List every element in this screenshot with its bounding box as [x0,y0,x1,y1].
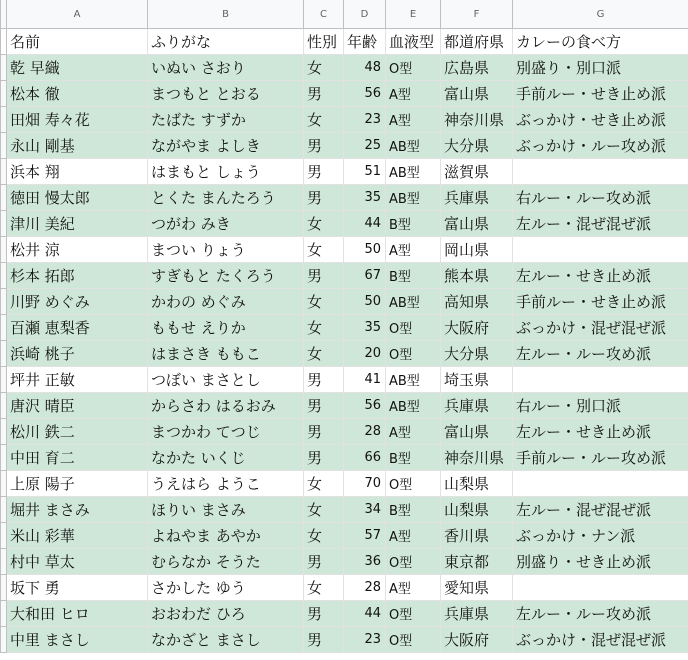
prefecture-cell[interactable]: 富山県 [441,211,513,237]
gender-cell[interactable]: 女 [304,341,344,367]
blood-type-cell[interactable]: A型 [386,81,441,107]
gender-cell[interactable]: 女 [304,523,344,549]
curry-style-cell[interactable]: 別盛り・別口派 [513,55,688,81]
curry-style-cell[interactable]: 左ルー・混ぜ混ぜ派 [513,497,688,523]
gender-cell[interactable]: 女 [304,497,344,523]
name-cell[interactable]: 徳田 慢太郎 [7,185,148,211]
name-cell[interactable]: 乾 早織 [7,55,148,81]
gender-cell[interactable]: 男 [304,393,344,419]
table-row [1,107,688,133]
blood-type-cell[interactable]: B型 [386,445,441,471]
furigana-cell[interactable]: むらなか そうた [148,549,304,575]
blood-type-cell[interactable]: O型 [386,471,441,497]
table-row [1,549,688,575]
gender-cell[interactable]: 女 [304,107,344,133]
blood-type-cell[interactable]: A型 [386,419,441,445]
furigana-cell[interactable]: からさわ はるおみ [148,393,304,419]
furigana-cell[interactable]: まつもと とおる [148,81,304,107]
table-row [1,185,688,211]
table-row [1,211,688,237]
blood-type-cell[interactable]: O型 [386,315,441,341]
blood-type-cell[interactable]: A型 [386,523,441,549]
furigana-cell[interactable]: はまさき ももこ [148,341,304,367]
age-cell[interactable]: 66 [344,445,386,471]
prefecture-cell[interactable]: 熊本県 [441,263,513,289]
column-header-c[interactable]: C [304,0,344,29]
blood-type-cell[interactable]: O型 [386,601,441,627]
column-header-row [1,0,688,29]
blood-type-cell[interactable]: B型 [386,211,441,237]
curry-style-cell[interactable] [513,159,688,185]
age-cell[interactable]: 57 [344,523,386,549]
table-row [1,445,688,471]
curry-style-cell[interactable]: ぶっかけ・混ぜ混ぜ派 [513,627,688,653]
table-row [1,341,688,367]
table-row [1,601,688,627]
column-header-d[interactable]: D [344,0,386,29]
blood-type-cell[interactable]: AB型 [386,289,441,315]
header-name[interactable]: 名前 [7,29,148,55]
blood-type-cell[interactable]: O型 [386,55,441,81]
curry-style-cell[interactable]: ぶっかけ・ルー攻め派 [513,133,688,159]
name-cell[interactable]: 上原 陽子 [7,471,148,497]
prefecture-cell[interactable]: 富山県 [441,419,513,445]
curry-style-cell[interactable]: 右ルー・ルー攻め派 [513,185,688,211]
gender-cell[interactable]: 男 [304,81,344,107]
table-row [1,237,688,263]
blood-type-cell[interactable]: AB型 [386,159,441,185]
curry-style-cell[interactable]: 左ルー・ルー攻め派 [513,341,688,367]
curry-style-cell[interactable]: 左ルー・ルー攻め派 [513,601,688,627]
table-row [1,497,688,523]
prefecture-cell[interactable]: 岡山県 [441,237,513,263]
curry-style-cell[interactable] [513,237,688,263]
age-cell[interactable]: 41 [344,367,386,393]
name-cell[interactable]: 唐沢 晴臣 [7,393,148,419]
table-row [1,159,688,185]
age-cell[interactable]: 36 [344,549,386,575]
age-cell[interactable]: 23 [344,107,386,133]
gender-cell[interactable]: 女 [304,315,344,341]
age-cell[interactable]: 34 [344,497,386,523]
age-cell[interactable]: 44 [344,211,386,237]
header-curry-style[interactable]: カレーの食べ方 [513,29,688,55]
table-row [1,627,688,653]
gender-cell[interactable]: 女 [304,289,344,315]
prefecture-cell[interactable]: 大阪府 [441,627,513,653]
blood-type-cell[interactable]: B型 [386,497,441,523]
prefecture-cell[interactable]: 富山県 [441,81,513,107]
furigana-cell[interactable]: かわの めぐみ [148,289,304,315]
table-row [1,575,688,601]
table-row [1,393,688,419]
curry-style-cell[interactable]: ぶっかけ・ナン派 [513,523,688,549]
prefecture-cell[interactable]: 高知県 [441,289,513,315]
gender-cell[interactable]: 女 [304,211,344,237]
age-cell[interactable]: 28 [344,575,386,601]
prefecture-cell[interactable]: 滋賀県 [441,159,513,185]
furigana-cell[interactable]: まつかわ てつじ [148,419,304,445]
prefecture-cell[interactable]: 大阪府 [441,315,513,341]
prefecture-cell[interactable]: 東京都 [441,549,513,575]
blood-type-cell[interactable]: A型 [386,107,441,133]
name-cell[interactable]: 百瀬 恵梨香 [7,315,148,341]
name-cell[interactable]: 堀井 まさみ [7,497,148,523]
age-cell[interactable]: 70 [344,471,386,497]
age-cell[interactable]: 28 [344,419,386,445]
gender-cell[interactable]: 男 [304,549,344,575]
blood-type-cell[interactable]: A型 [386,575,441,601]
curry-style-cell[interactable]: ぶっかけ・せき止め派 [513,107,688,133]
column-header-g[interactable]: G [513,0,688,29]
table-row [1,471,688,497]
curry-style-cell[interactable]: 手前ルー・ルー攻め派 [513,445,688,471]
furigana-cell[interactable]: うえはら ようこ [148,471,304,497]
name-cell[interactable]: 中里 まさし [7,627,148,653]
prefecture-cell[interactable]: 大分県 [441,341,513,367]
furigana-cell[interactable]: なかた いくじ [148,445,304,471]
prefecture-cell[interactable]: 神奈川県 [441,107,513,133]
furigana-cell[interactable]: ももせ えりか [148,315,304,341]
age-cell[interactable]: 44 [344,601,386,627]
gender-cell[interactable]: 女 [304,575,344,601]
prefecture-cell[interactable]: 兵庫県 [441,393,513,419]
prefecture-cell[interactable]: 山梨県 [441,497,513,523]
header-blood-type[interactable]: 血液型 [386,29,441,55]
furigana-cell[interactable]: ながやま よしき [148,133,304,159]
name-cell[interactable]: 津川 美紀 [7,211,148,237]
table-header-row [1,29,688,55]
prefecture-cell[interactable]: 兵庫県 [441,185,513,211]
gender-cell[interactable]: 男 [304,367,344,393]
furigana-cell[interactable]: すぎもと たくろう [148,263,304,289]
header-age[interactable]: 年齢 [344,29,386,55]
header-prefecture[interactable]: 都道府県 [441,29,513,55]
prefecture-cell[interactable]: 愛知県 [441,575,513,601]
furigana-cell[interactable]: とくた まんたろう [148,185,304,211]
gender-cell[interactable]: 男 [304,159,344,185]
table-row [1,81,688,107]
name-cell[interactable]: 松本 徹 [7,81,148,107]
column-header-e[interactable]: E [386,0,441,29]
curry-style-cell[interactable] [513,471,688,497]
blood-type-cell[interactable]: O型 [386,549,441,575]
furigana-cell[interactable]: なかざと まさし [148,627,304,653]
name-cell[interactable]: 杉本 拓郎 [7,263,148,289]
header-gender[interactable]: 性別 [304,29,344,55]
age-cell[interactable]: 56 [344,393,386,419]
blood-type-cell[interactable]: AB型 [386,393,441,419]
gender-cell[interactable]: 男 [304,419,344,445]
curry-style-cell[interactable]: 左ルー・せき止め派 [513,263,688,289]
blood-type-cell[interactable]: A型 [386,237,441,263]
age-cell[interactable]: 35 [344,315,386,341]
gender-cell[interactable]: 女 [304,237,344,263]
blood-type-cell[interactable]: B型 [386,263,441,289]
blood-type-cell[interactable]: AB型 [386,133,441,159]
age-cell[interactable]: 23 [344,627,386,653]
furigana-cell[interactable]: まつい りょう [148,237,304,263]
column-header-b[interactable]: B [148,0,304,29]
column-header-a[interactable]: A [7,0,148,29]
furigana-cell[interactable]: さかした ゆう [148,575,304,601]
prefecture-cell[interactable]: 埼玉県 [441,367,513,393]
blood-type-cell[interactable]: AB型 [386,367,441,393]
gender-cell[interactable]: 男 [304,185,344,211]
gender-cell[interactable]: 女 [304,55,344,81]
curry-style-cell[interactable]: 手前ルー・せき止め派 [513,81,688,107]
furigana-cell[interactable]: つぼい まさとし [148,367,304,393]
name-cell[interactable]: 永山 剛基 [7,133,148,159]
curry-style-cell[interactable]: 左ルー・混ぜ混ぜ派 [513,211,688,237]
age-cell[interactable]: 56 [344,81,386,107]
blood-type-cell[interactable]: O型 [386,341,441,367]
prefecture-cell[interactable]: 山梨県 [441,471,513,497]
name-cell[interactable]: 浜崎 桃子 [7,341,148,367]
age-cell[interactable]: 48 [344,55,386,81]
header-furigana[interactable]: ふりがな [148,29,304,55]
name-cell[interactable]: 米山 彩華 [7,523,148,549]
age-cell[interactable]: 25 [344,133,386,159]
prefecture-cell[interactable]: 大分県 [441,133,513,159]
curry-style-cell[interactable]: ぶっかけ・混ぜ混ぜ派 [513,315,688,341]
curry-style-cell[interactable]: 左ルー・せき止め派 [513,419,688,445]
table-row [1,55,688,81]
age-cell[interactable]: 51 [344,159,386,185]
gender-cell[interactable]: 女 [304,471,344,497]
name-cell[interactable]: 川野 めぐみ [7,289,148,315]
furigana-cell[interactable]: いぬい さおり [148,55,304,81]
age-cell[interactable]: 50 [344,289,386,315]
name-cell[interactable]: 松井 涼 [7,237,148,263]
name-cell[interactable]: 中田 育二 [7,445,148,471]
prefecture-cell[interactable]: 神奈川県 [441,445,513,471]
table-row [1,133,688,159]
table-row [1,263,688,289]
gender-cell[interactable]: 男 [304,133,344,159]
name-cell[interactable]: 浜本 翔 [7,159,148,185]
blood-type-cell[interactable]: O型 [386,627,441,653]
curry-style-cell[interactable]: 別盛り・せき止め派 [513,549,688,575]
blood-type-cell[interactable]: AB型 [386,185,441,211]
prefecture-cell[interactable]: 広島県 [441,55,513,81]
furigana-cell[interactable]: よねやま あやか [148,523,304,549]
age-cell[interactable]: 50 [344,237,386,263]
age-cell[interactable]: 67 [344,263,386,289]
prefecture-cell[interactable]: 香川県 [441,523,513,549]
name-cell[interactable]: 田畑 寿々花 [7,107,148,133]
furigana-cell[interactable]: おおわだ ひろ [148,601,304,627]
gender-cell[interactable]: 男 [304,263,344,289]
table-row [1,419,688,445]
curry-style-cell[interactable] [513,367,688,393]
curry-style-cell[interactable] [513,575,688,601]
gender-cell[interactable]: 男 [304,627,344,653]
age-cell[interactable]: 35 [344,185,386,211]
column-header-f[interactable]: F [441,0,513,29]
furigana-cell[interactable]: たばた すずか [148,107,304,133]
name-cell[interactable]: 大和田 ヒロ [7,601,148,627]
table-row [1,289,688,315]
table-row [1,315,688,341]
name-cell[interactable]: 松川 鉄二 [7,419,148,445]
gender-cell[interactable]: 男 [304,445,344,471]
curry-style-cell[interactable]: 右ルー・別口派 [513,393,688,419]
age-cell[interactable]: 20 [344,341,386,367]
curry-style-cell[interactable]: 手前ルー・せき止め派 [513,289,688,315]
furigana-cell[interactable]: つがわ みき [148,211,304,237]
name-cell[interactable]: 村中 草太 [7,549,148,575]
name-cell[interactable]: 坂下 勇 [7,575,148,601]
name-cell[interactable]: 坪井 正敏 [7,367,148,393]
furigana-cell[interactable]: はまもと しょう [148,159,304,185]
gender-cell[interactable]: 男 [304,601,344,627]
table-row [1,367,688,393]
prefecture-cell[interactable]: 兵庫県 [441,601,513,627]
furigana-cell[interactable]: ほりい まさみ [148,497,304,523]
table-row [1,523,688,549]
